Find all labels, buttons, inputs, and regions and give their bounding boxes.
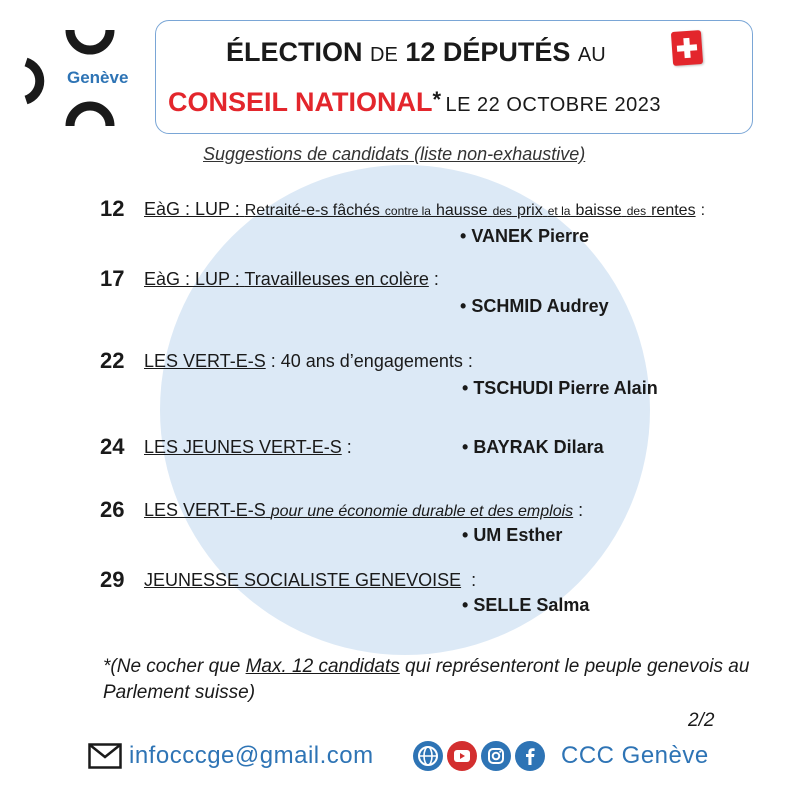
title-line-1	[226, 37, 606, 68]
max-candidates: Max. 12 candidats	[245, 656, 400, 677]
ccc-geneve-logo	[20, 22, 140, 134]
party-label: LES JEUNES VERT-E-S :	[144, 437, 352, 457]
candidate-name: • TSCHUDI Pierre Alain	[462, 378, 658, 399]
party-name: LES VERT-E-S	[144, 500, 266, 520]
mail-icon	[88, 743, 122, 769]
web-icon[interactable]	[413, 741, 443, 771]
page-number: 2/2	[688, 710, 715, 731]
list-number: 22	[100, 348, 125, 373]
candidate-name: • BAYRAK Dilara	[462, 437, 604, 458]
title-asterisk: *	[432, 87, 442, 112]
logo-text: Genève	[67, 68, 129, 87]
youtube-icon[interactable]	[447, 741, 477, 771]
email-link[interactable]: infocccge@gmail.com	[129, 742, 374, 769]
party-name: LES VERT-E-S	[144, 351, 266, 371]
party-label: EàG : LUP : Retraité-e-s fâchés contre la hausse des prix et la baisse des rentes :	[144, 199, 706, 219]
party-label: LES VERT-E-S pour une économie durable et des emplois :	[144, 500, 584, 520]
title-box	[155, 20, 753, 134]
facebook-icon[interactable]	[515, 741, 545, 771]
party-label: EàG : LUP : Travailleuses en colère :	[144, 269, 439, 289]
title-de: DE	[370, 44, 398, 66]
title-date: LE 22 OCTOBRE 2023	[445, 94, 661, 116]
title-election: ÉLECTION	[226, 37, 363, 67]
party-label: LES VERT-E-S : 40 ans d’engagements :	[144, 351, 473, 371]
list-number: 26	[100, 497, 125, 522]
footnote: *(Ne cocher que Max. 12 candidats qui représenteront le peuple genevois au Parlement suisse)	[103, 656, 750, 703]
party-name: LES JEUNES VERT-E-S	[144, 437, 342, 457]
subtitle: Suggestions de candidats (liste non-exhaustive)	[203, 144, 586, 164]
title-deputes: 12 DÉPUTÉS	[405, 37, 571, 67]
instagram-icon[interactable]	[481, 741, 511, 771]
list-number: 12	[100, 196, 125, 221]
organization-name: CCC Genève	[561, 742, 709, 769]
party-name: EàG : LUP :	[144, 269, 240, 289]
list-number: 29	[100, 567, 125, 592]
list-number: 24	[100, 434, 125, 459]
swiss-flag-icon	[671, 30, 703, 66]
party-name: JEUNESSE SOCIALISTE GENEVOISE	[144, 570, 462, 590]
list-number: 17	[100, 266, 125, 291]
title-au: AU	[577, 44, 606, 66]
title-line-2	[168, 87, 661, 118]
candidate-name: • SELLE Salma	[462, 595, 589, 616]
candidate-name: • SCHMID Audrey	[460, 296, 609, 317]
candidate-name: • UM Esther	[462, 525, 562, 546]
party-label: JEUNESSE SOCIALISTE GENEVOISE :	[144, 570, 477, 590]
title-conseil-national: CONSEIL NATIONAL	[168, 87, 433, 117]
party-name: EàG : LUP :	[144, 199, 240, 219]
candidate-name: • VANEK Pierre	[460, 226, 589, 247]
